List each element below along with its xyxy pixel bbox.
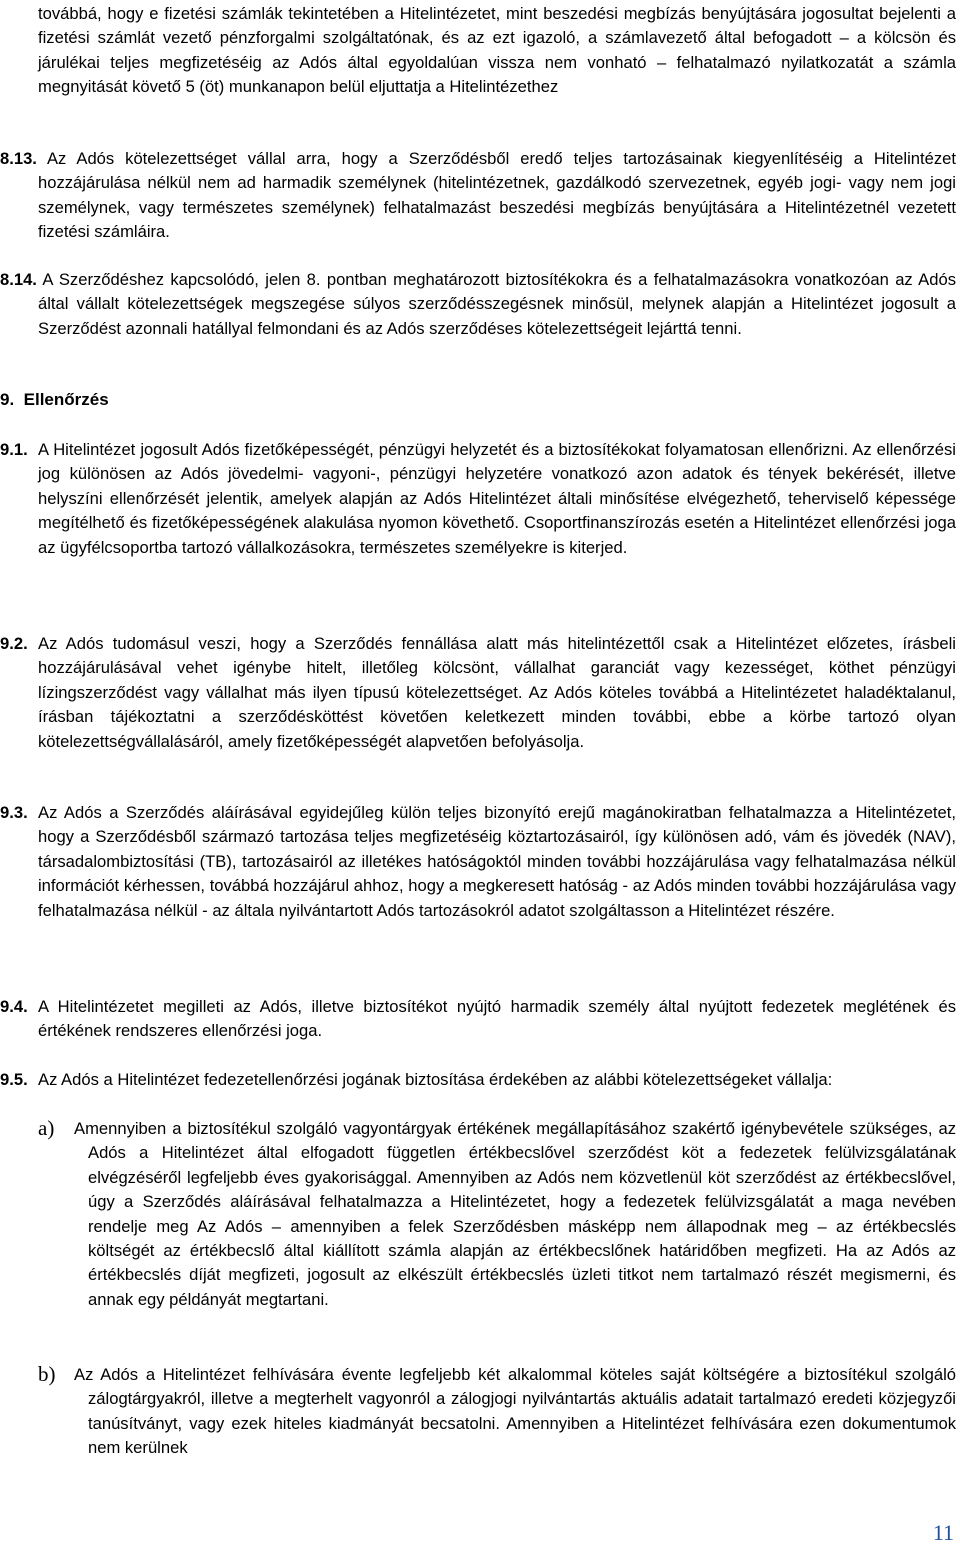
section-number: 8.14. [0, 270, 37, 289]
section-text: A Hitelintézetet megilleti az Adós, illetve biztosítékot nyújtó harmadik személy által nyújtott fedezetek meglétének és értékének rendszeres ellenőrzési joga. [38, 997, 956, 1041]
section-number: 9.3. [0, 803, 28, 822]
section-number: 9.1. [0, 440, 28, 459]
section-8-14 [0, 268, 956, 341]
section-text: Az Adós tudomásul veszi, hogy a Szerződés fennállása alatt más hitelintézettől csak a Hitelintézet előzetes, írásbeli hozzájárulásával vehet igénybe hitelt, illetőleg kölcsönt, vállalhat garanciát vagy kezességet, köthet pénzügyi lízingszerződést vagy vállalhat más ilyen típusú kötelezettséget. Az Adós köteles továbbá a Hitelintézetet haladéktalanul, írásban tájékoztatni a szerződésköttést követően keletkezett minden további, ebbe a körbe tartozó olyan kötelezettségvállalásáról, amely fizetőképességét alapvetően befolyásolja. [38, 634, 956, 751]
section-number: 9. [0, 390, 15, 409]
section-9-5 [0, 1068, 956, 1092]
list-marker: b) [38, 1362, 56, 1386]
list-item-text: Amennyiben a biztosítékul szolgáló vagyontárgyak értékének megállapításához szakértő igénybevétele szükséges, az Adós a Hitelintézet által elfogadott független értékbecslővel szerződést köt a fedezetek felülvizsgálatának elvégzéséről legfeljebb éves gyakorisággal. Amennyiben az Adós nem közvetlenül köt szerződést az értékbecslővel, úgy a Szerződés aláírásával felhatalmazza a Hitelintézetet, hogy a fedezetek felülvizsgálatát a maga nevében rendelje meg Az Adós – amennyiben a felek Szerződésben másképp nem állapodnak meg – az értékbecslés költségét az értékbecslő által kiállított számla alapján az értékbecslőnek határidőben megfizeti. Ha az Adós az értékbecslés díját megfizeti, jogosult az elkészült értékbecslés üzleti titkot nem tartalmazó részét megismerni, és annak egy példányát megtartani. [74, 1119, 956, 1309]
section-number: 8.13. [0, 149, 37, 168]
section-text: A Hitelintézet jogosult Adós fizetőképességét, pénzügyi helyzetét és a biztosítékokat folyamatosan ellenőrizni. Az ellenőrzési jog különösen az Adós jövedelmi- vagyoni-, pénzügyi helyzetére vonatkozó azon adatok és tények bekérését, illetve helyszíni ellenőrzését jelentik, amelyek alapján az Adós Hitelintézet általi minősítése elvégezhető, teherviselő képessége megítélhető és fizetőképességének alakulása nyomon követhető. Csoportfinanszírozás esetén a Hitelintézet ellenőrzési joga az ügyfélcsoportba tartozó vállalkozásokra, természetes személyekre is kiterjed. [38, 440, 956, 557]
section-9-4 [0, 995, 956, 1044]
section-9-2 [0, 632, 956, 754]
section-8-13-paragraph [0, 147, 956, 245]
section-text: A Szerződéshez kapcsolódó, jelen 8. pontban meghatározott biztosítékokra és a felhatalmazásokra vonatkozóan az Adós által vállalt kötelezettségek megszegése súlyos szerződésszegésnek minősül, melynek alapján a Hitelintézet jogosult a Szerződést azonnali hatállyal felmondani és az Adós szerződéses kötelezettségeit lejárttá tenni. [38, 270, 956, 338]
section-number: 9.2. [0, 634, 28, 653]
section-text: Az Adós a Hitelintézet fedezetellenőrzési jogának biztosítása érdekében az alábbi kötelezettségeket vállalja: [38, 1070, 833, 1089]
section-text: Az Adós kötelezettséget vállal arra, hogy a Szerződésből eredő teljes tartozásainak kiegyenlítéséig a Hitelintézet hozzájárulása nélkül nem ad harmadik személynek (hitelintézetnek, gazdálkodó szervezetnek, egyéb jogi- vagy nem jogi személynek, vagy természetes személynek) felhatalmazást beszedési megbízás benyújtására a Hitelintézetnél vezetett fizetési számláira. [38, 149, 956, 242]
list-item-text: Az Adós a Hitelintézet felhívására évente legfeljebb két alkalommal köteles saját költségére a biztosítékul szolgáló zálogtárgyakról, illetve a megterhelt vagyonról a zálogjogi nyilvántartás aktuális adatait tartalmazó eredeti közjegyzői tanúsítványt, vagy ezek hiteles kiadmányát becsatolni. Amennyiben a Hitelintézet felhívására ezen dokumentumok nem kerülnek [74, 1365, 956, 1458]
list-item-b [38, 1362, 956, 1461]
list-item-a [38, 1116, 956, 1312]
section-8-14-paragraph [0, 268, 956, 341]
section-title: Ellenőrzés [23, 390, 109, 409]
section-9-1 [0, 438, 956, 560]
section-8-13 [0, 147, 956, 245]
section-9-heading [0, 388, 956, 412]
section-text: Az Adós a Szerződés aláírásával egyidejűleg külön teljes bizonyító erejű magánokiratban felhatalmazza a Hitelintézetet, hogy a Szerződésből származó tartozása teljes megfizetéséig köztartozásairól, így különösen adó, vám és jövedék (NAV), társadalombiztosítási (TB), tartozásairól az illetékes hatóságoktól minden további hozzájárulása vagy felhatalmazása nélkül információt kérhessen, továbbá hozzájárul ahhoz, hogy a megkeresett hatóság - az Adós minden további hozzájárulása vagy felhatalmazása nélkül - az általa nyilvántartott Adós tartozásokról adatot szolgáltasson a Hitelintézet részére. [38, 803, 956, 920]
section-9-3 [0, 801, 956, 923]
intro-paragraph: továbbá, hogy e fizetési számlák tekintetében a Hitelintézetet, mint beszedési megbízás benyújtására jogosultat bejelenti a fizetési számlát vezető pénzforgalmi szolgáltatónak, és az ezt igazoló, a számlavezető által befogadott – a kölcsön és járulékai teljes megfizetéséig az Adós által egyoldalúan vissza nem vonható – felhatalmazó nyilatkozatát a számla megnyitását követő 5 (öt) munkanapon belül eljuttatja a Hitelintézethez [38, 4, 956, 97]
section-number: 9.5. [0, 1070, 28, 1089]
page-number: 11 [932, 1520, 954, 1545]
section-number: 9.4. [0, 997, 28, 1016]
list-marker: a) [38, 1116, 55, 1140]
section-heading [0, 388, 956, 412]
